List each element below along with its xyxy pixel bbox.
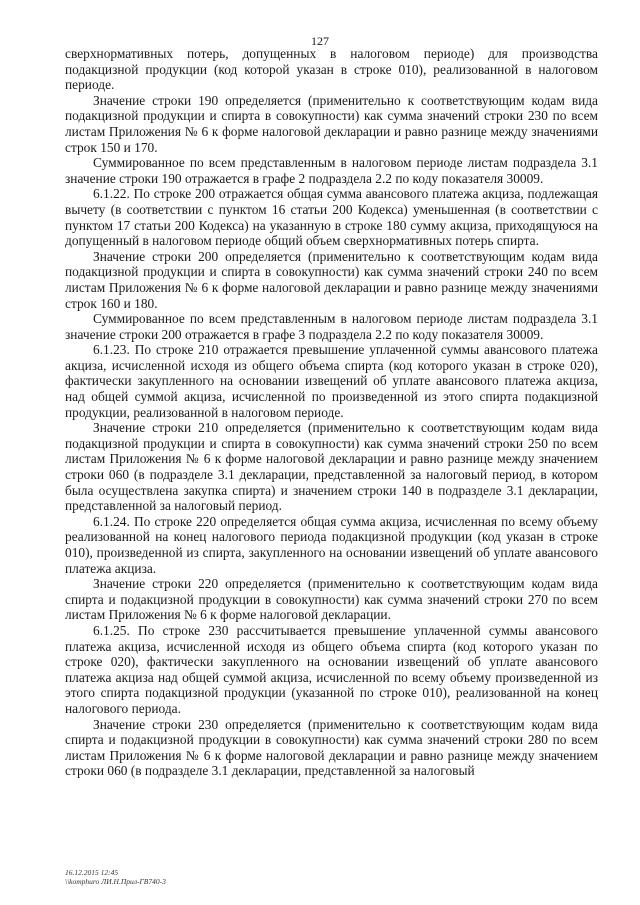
page-number: 127	[311, 34, 329, 48]
document-footer	[65, 868, 166, 886]
paragraph-section-6-1-25: 6.1.25. По строке 230 рассчитывается превышение уплаченной суммы авансового платежа акциза, исчисленной исходя из общего объема спирта (код которого указан по строке 020), фактически закупленного на основании извещений об уплате авансового платежа акциза над общей суммой акциза, исчисленной по всему объему произведенной из этого спирта подакцизной продукции (указанной по строке 010), реализованной на конец налогового периода.	[65, 622, 598, 716]
footer-file-path: \\komphuro ЛИ.Н.Прил-ГВ740-3	[65, 877, 166, 886]
paragraph-line-190-definition: Значение строки 190 определяется (применительно к соответствующим кодам вида подакцизной продукции и спирта в совокупности) как сумма значений строки 230 по всем листам Приложения № 6 к форме налоговой декларации и равно разнице между значениями строк 150 и 170.	[65, 92, 598, 155]
paragraph-line-210-definition: Значение строки 210 определяется (применительно к соответствующим кодам вида подакцизной продукции и спирта в совокупности) как сумма значений строки 250 по всем листам Приложения № 6 к форме налоговой декларации и равно разнице между значением строки 060 (в подразделе 3.1 декларации, представленной за налоговый период, в котором была осуществлена закупка спирта) и значением строки 140 в подразделе 3.1 декларации, представленной за налоговый период.	[65, 420, 598, 514]
paragraph-line-190-summary: Суммированное по всем представленным в налоговом периоде листам подраздела 3.1 значение строки 190 отражается в графе 2 подраздела 2.2 по коду показателя 30009.	[65, 155, 598, 186]
document-body	[65, 46, 598, 779]
paragraph-line-230-definition: Значение строки 230 определяется (применительно к соответствующим кодам вида спирта и подакцизной продукции в совокупности) как сумма значений строки 280 по всем листам Приложения № 6 к форме налоговой декларации и равно разнице между значением строки 060 (в подразделе 3.1 декларации, представленной за налоговый	[65, 716, 598, 779]
paragraph-section-6-1-23: 6.1.23. По строке 210 отражается превышение уплаченной суммы авансового платежа акциза, исчисленной исходя из общего объема спирта (код которого указан в строке 020), фактически закупленного на основании извещений об уплате авансового платежа акциза, над общей суммой акциза, исчисленной по произведенной из этого спирта подакцизной продукции, реализованной в налоговом периоде.	[65, 342, 598, 420]
paragraph-line-200-summary: Суммированное по всем представленным в налоговом периоде листам подраздела 3.1 значение строки 200 отражается в графе 3 подраздела 2.2 по коду показателя 30009.	[65, 311, 598, 342]
paragraph-line-220-definition: Значение строки 220 определяется (применительно к соответствующим кодам вида спирта и подакцизной продукции в совокупности) как сумма значений строки 270 по всем листам Приложения № 6 к форме налоговой декларации.	[65, 576, 598, 623]
footer-timestamp: 16.12.2015 12:45	[65, 868, 119, 877]
paragraph-section-6-1-24: 6.1.24. По строке 220 определяется общая сумма акциза, исчисленная по всему объему реализованной на конец налогового периода подакцизной продукции (код указан в строке 010), произведенной из спирта, закупленного на основании извещений об уплате авансового платежа акциза.	[65, 513, 598, 576]
paragraph-line-200-definition: Значение строки 200 определяется (применительно к соответствующим кодам вида подакцизной продукции и спирта в совокупности) как сумма значений строки 240 по всем листам Приложения № 6 к форме налоговой декларации и равно разнице между значениями строк 160 и 180.	[65, 248, 598, 311]
paragraph-section-6-1-22: 6.1.22. По строке 200 отражается общая сумма авансового платежа акциза, подлежащая вычету (в соответствии с пунктом 16 статьи 200 Кодекса) уменьшенная (в соответствии с пунктом 17 статьи 200 Кодекса) на указанную в строке 180 сумму акциза, приходящуюся на допущенный в налоговом периоде общий объем сверхнормативных потерь спирта.	[65, 186, 598, 249]
paragraph-continuation: сверхнормативных потерь, допущенных в налоговом периоде) для производства подакцизной продукции (код которой указан в строке 010), реализованной в налоговом периоде.	[65, 46, 598, 93]
